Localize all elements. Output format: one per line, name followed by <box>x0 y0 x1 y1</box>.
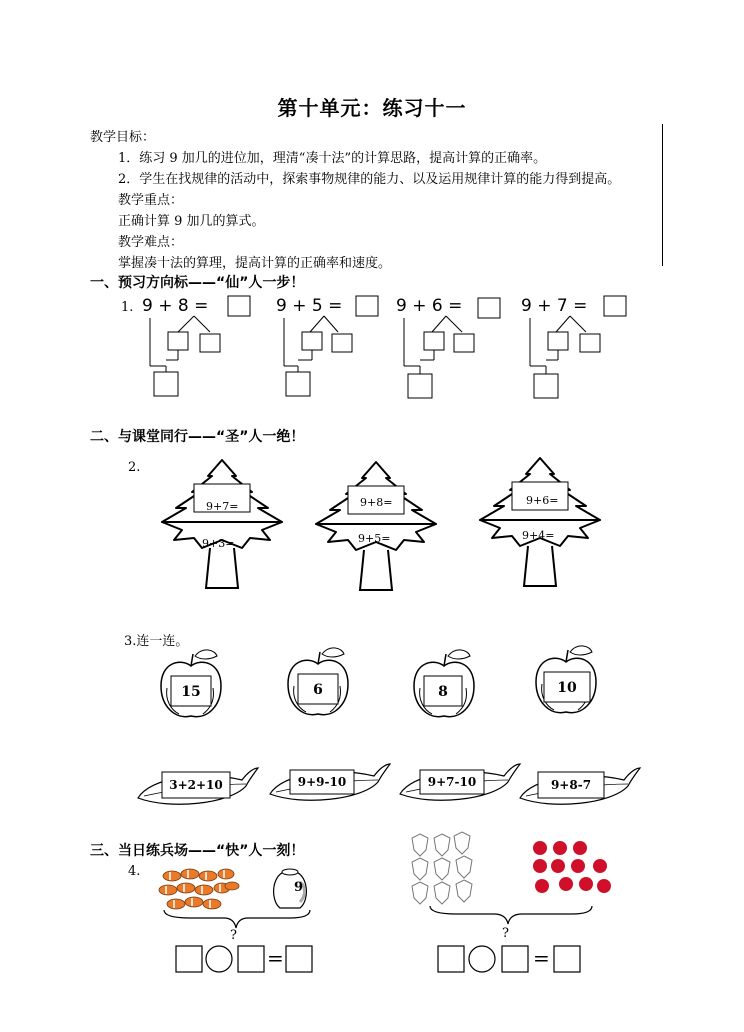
equals-sign-left: = <box>267 946 284 970</box>
objectives-label: 教学目标： <box>90 130 156 145</box>
brace-left <box>164 910 310 928</box>
equation-4: 9 + 7 = <box>521 296 588 316</box>
apple-number-1[interactable]: 15 <box>181 684 201 700</box>
red-apple-group <box>533 841 611 893</box>
page-title: 第十单元：练习十一 <box>277 96 467 120</box>
equation-box[interactable] <box>176 946 202 972</box>
apple-number-2[interactable]: 6 <box>313 682 323 698</box>
equation-box[interactable] <box>238 946 264 972</box>
question-3-label: 3.连一连。 <box>124 634 189 649</box>
equation-box[interactable] <box>502 946 528 972</box>
tree-3-top-equation: 9+6= <box>526 494 559 507</box>
equation-2: 9 + 5 = <box>276 296 343 316</box>
jar-number: 9 <box>294 880 304 895</box>
difficulty-label: 教学难点： <box>118 235 184 250</box>
operator-circle[interactable] <box>469 946 495 972</box>
question-mark-left: ? <box>230 928 237 943</box>
leaf-equation-3[interactable]: 9+7-10 <box>427 775 477 789</box>
tree-1-top-equation: 9+7= <box>206 500 239 513</box>
question-2-number: 2. <box>128 460 141 475</box>
tree-1-bottom-equation: 9+3= <box>202 537 235 550</box>
apple-number-3[interactable]: 8 <box>438 684 448 700</box>
equation-box[interactable] <box>438 946 464 972</box>
question-1-number: 1. <box>121 300 134 315</box>
tree-2-bottom-equation: 9+5= <box>358 532 391 545</box>
equation-box[interactable] <box>554 946 580 972</box>
operator-circle[interactable] <box>206 946 232 972</box>
leaf-equation-4[interactable]: 9+8-7 <box>550 778 592 792</box>
brace-right <box>430 906 592 924</box>
section1-heading: 一、预习方向标——“仙”人一步！ <box>90 275 305 291</box>
key-points-text: 正确计算 9 加几的算式。 <box>118 214 265 229</box>
difficulty-text: 掌握凑十法的算理，提高计算的正确率和速度。 <box>118 256 392 271</box>
key-points-label: 教学重点： <box>118 193 184 208</box>
equals-sign-right: = <box>533 946 550 970</box>
strawberry-group <box>412 832 472 904</box>
tree-2-top-equation: 9+8= <box>360 496 393 509</box>
equation-3: 9 + 6 = <box>396 296 463 316</box>
question-4-number: 4. <box>128 864 141 879</box>
objective-item-2: 2．学生在找规律的活动中，探索事物规律的能力、以及运用规律计算的能力得到提高。 <box>118 172 621 187</box>
fish-group <box>159 869 239 909</box>
equation-1: 9 + 8 = <box>142 296 209 316</box>
equation-box[interactable] <box>286 946 312 972</box>
leaf-equation-1[interactable]: 3+2+10 <box>169 778 223 792</box>
tree-3-bottom-equation: 9+4= <box>522 529 555 542</box>
objective-item-1: 1．练习 9 加几的进位加，理清“凑十法”的计算思路，提高计算的正确率。 <box>118 151 547 166</box>
section2-heading: 二、与课堂同行——“圣”人一绝！ <box>90 429 305 445</box>
section3-heading: 三、当日练兵场——“快”人一刻！ <box>90 843 305 859</box>
question-mark-right: ? <box>502 926 509 941</box>
apple-number-4[interactable]: 10 <box>557 680 577 696</box>
leaf-equation-2[interactable]: 9+9-10 <box>297 775 347 789</box>
